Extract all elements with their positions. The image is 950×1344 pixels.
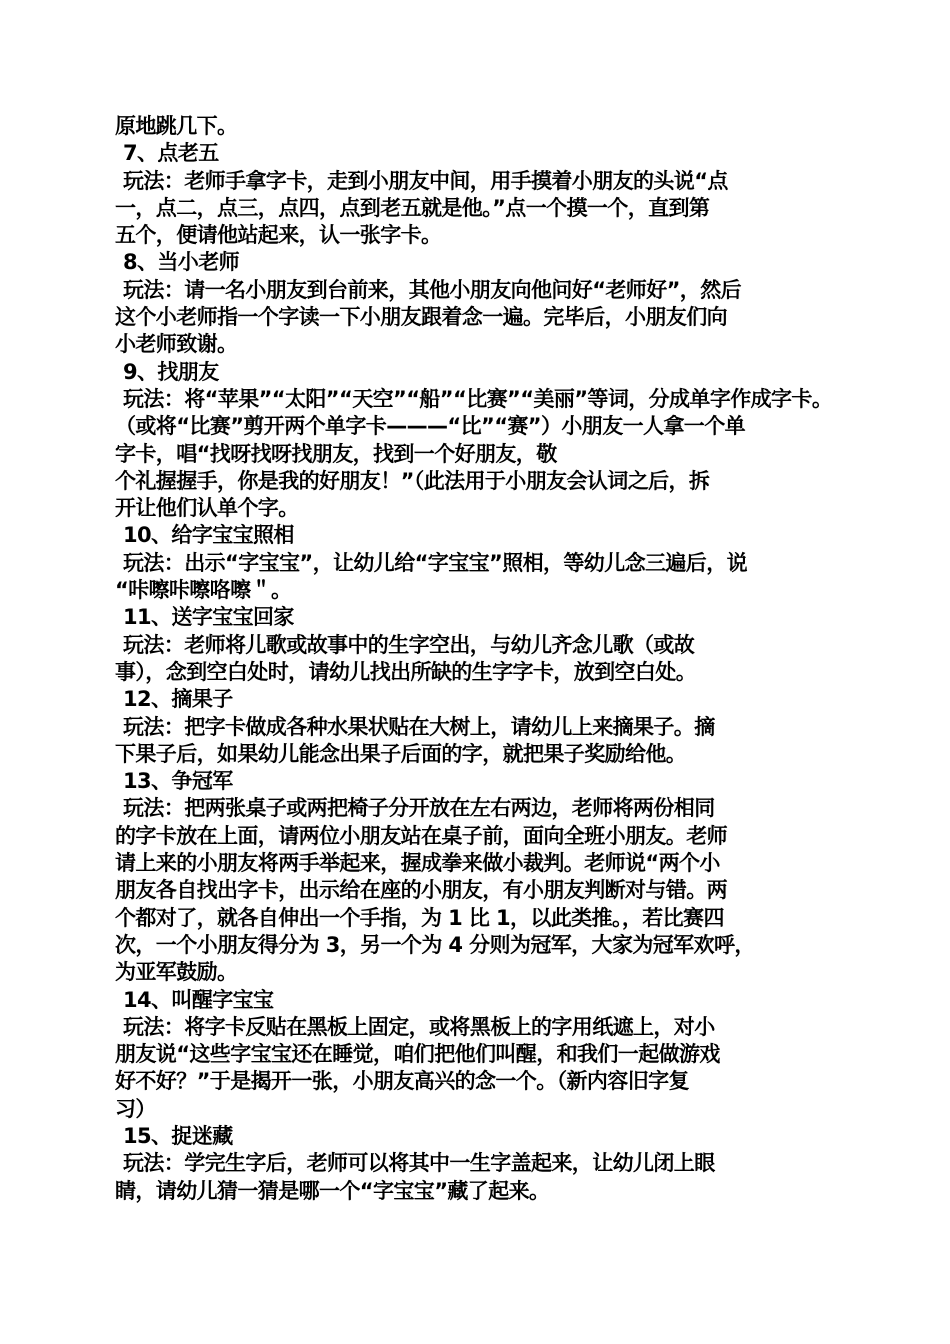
section-heading: 14、叫醒字宝宝 bbox=[123, 987, 274, 1012]
paragraph-line: 个都对了，就各自伸出一个手指，为 1 比 1，以此类推。，若比赛四 bbox=[115, 905, 724, 930]
paragraph-line: 睛，请幼儿猜一猜是哪一个“字宝宝”藏了起来。 bbox=[115, 1178, 550, 1203]
paragraph-line: 一，点二，点三，点四，点到老五就是他。”点一个摸一个，直到第 bbox=[115, 195, 710, 220]
paragraph-line: 次，一个小朋友得分为 3，另一个为 4 分则为冠军，大家为冠军欢呼， bbox=[115, 932, 755, 957]
section-heading: 8、当小老师 bbox=[123, 250, 240, 275]
paragraph-line: 这个小老师指一个字读一下小朋友跟着念一遍。完毕后，小朋友们向 bbox=[115, 305, 727, 330]
paragraph-line: 玩法：将字卡反贴在黑板上固定，或将黑板上的字用纸遮上，对小 bbox=[123, 1014, 715, 1039]
section-heading: 13、争冠军 bbox=[123, 769, 233, 794]
paragraph-line: “咔嚓咔嚓咯嚓＂。 bbox=[115, 578, 292, 603]
section-heading: 10、给字宝宝照相 bbox=[123, 523, 294, 548]
paragraph-line: 习） bbox=[115, 1096, 156, 1121]
paragraph-line: 为亚军鼓励。 bbox=[115, 960, 238, 985]
paragraph-line: 玩法：把两张桌子或两把椅子分开放在左右两边，老师将两份相同 bbox=[123, 796, 715, 821]
paragraph-line: 字卡，唱“找呀找呀找朋友，找到一个好朋友，敬 bbox=[115, 441, 557, 466]
paragraph-line: 五个，便请他站起来，认一张字卡。 bbox=[115, 223, 442, 248]
paragraph-line: 小老师致谢。 bbox=[115, 332, 238, 357]
paragraph-line: 玩法：将“苹果”“太阳”“天空”“船”“比赛”“美丽”等词，分成单字作成字卡。 bbox=[123, 386, 833, 411]
paragraph-line: 的字卡放在上面，请两位小朋友站在桌子前，面向全班小朋友。老师 bbox=[115, 823, 727, 848]
document-page bbox=[115, 113, 855, 1205]
section-heading: 9、找朋友 bbox=[123, 359, 219, 384]
paragraph-line: 下果子后，如果幼儿能念出果子后面的字，就把果子奖励给他。 bbox=[115, 741, 687, 766]
paragraph-line: 玩法：请一名小朋友到台前来，其他小朋友向他问好“老师好”，然后 bbox=[123, 277, 742, 302]
paragraph-line: 玩法：老师手拿字卡，走到小朋友中间，用手摸着小朋友的头说“点 bbox=[123, 168, 728, 193]
paragraph-line: 玩法：出示“字宝宝”，让幼儿给“字宝宝”照相，等幼儿念三遍后，说 bbox=[123, 550, 748, 575]
section-heading: 12、摘果子 bbox=[123, 687, 233, 712]
paragraph-line: 原地跳几下。 bbox=[115, 114, 238, 138]
paragraph-line: 朋友各自找出字卡，出示给在座的小朋友，有小朋友判断对与错。两 bbox=[115, 878, 727, 903]
paragraph-line: 朋友说“这些字宝宝还在睡觉，咱们把他们叫醒，和我们一起做游戏 bbox=[115, 1042, 720, 1067]
section-heading: 7、点老五 bbox=[123, 141, 219, 166]
paragraph-line: 请上来的小朋友将两手举起来，握成拳来做小裁判。老师说“两个小 bbox=[115, 851, 720, 876]
section-heading: 15、捉迷藏 bbox=[123, 1123, 233, 1148]
paragraph-line: 玩法：学完生字后，老师可以将其中一生字盖起来，让幼儿闭上眼 bbox=[123, 1151, 715, 1176]
section-heading: 11、送字宝宝回家 bbox=[123, 605, 294, 630]
paragraph-line: 开让他们认单个字。 bbox=[115, 496, 299, 521]
paragraph-line: 玩法：把字卡做成各种水果状贴在大树上，请幼儿上来摘果子。摘 bbox=[123, 714, 715, 739]
paragraph-line: （或将“比赛”剪开两个单字卡———“比”“赛”）小朋友一人拿一个单 bbox=[115, 414, 746, 439]
paragraph-line: 好不好？”于是揭开一张，小朋友高兴的念一个。（新内容旧字复 bbox=[115, 1069, 689, 1094]
paragraph-line: 个礼握握手，你是我的好朋友！”（此法用于小朋友会认词之后，拆 bbox=[115, 468, 710, 493]
paragraph-line: 事），念到空白处时，请幼儿找出所缺的生字字卡，放到空白处。 bbox=[115, 659, 697, 684]
paragraph-line: 玩法：老师将儿歌或故事中的生字空出，与幼儿齐念儿歌（或故 bbox=[123, 632, 695, 657]
